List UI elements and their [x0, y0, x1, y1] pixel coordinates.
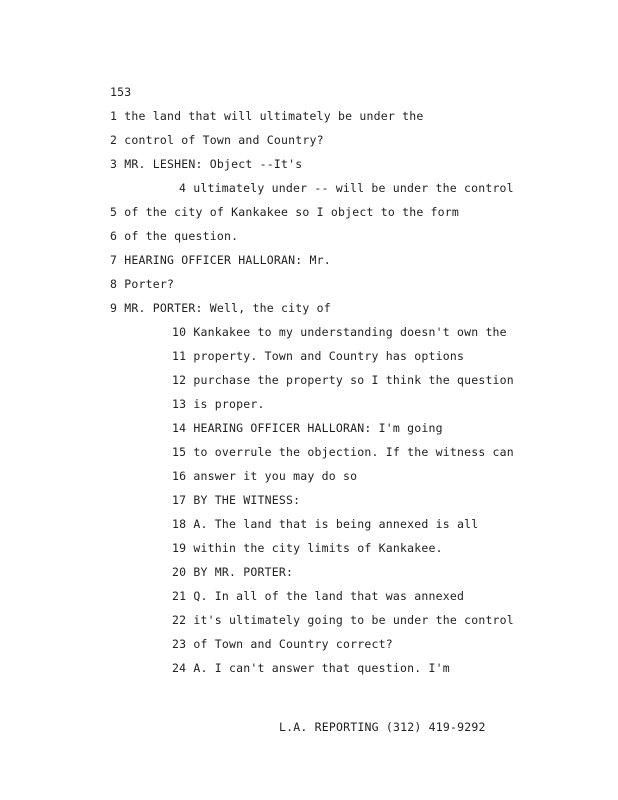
transcript-line: 13 is proper.	[172, 397, 265, 411]
transcript-line: 3 MR. LESHEN: Object --It's	[110, 157, 303, 171]
transcript-line: 12 purchase the property so I think the question	[172, 373, 514, 387]
transcript-line: 1 the land that will ultimately be under the	[110, 109, 424, 123]
transcript-line: 15 to overrule the objection. If the witness can	[172, 445, 514, 459]
transcript-line: 4 ultimately under -- will be under the control	[179, 181, 514, 195]
transcript-line: 14 HEARING OFFICER HALLORAN: I'm going	[172, 421, 443, 435]
transcript-line: 7 HEARING OFFICER HALLORAN: Mr.	[110, 253, 331, 267]
transcript-line: 17 BY THE WITNESS:	[172, 493, 301, 507]
transcript-line: 11 property. Town and Country has options	[172, 349, 465, 363]
page-footer: L.A. REPORTING (312) 419-9292	[279, 720, 486, 734]
transcript-line: 6 of the question.	[110, 229, 239, 243]
transcript-line: 21 Q. In all of the land that was annexed	[172, 589, 465, 603]
transcript-line: 9 MR. PORTER: Well, the city of	[110, 301, 331, 315]
transcript-line: 23 of Town and Country correct?	[172, 637, 393, 651]
transcript-line: 8 Porter?	[110, 277, 175, 291]
transcript-line: 20 BY MR. PORTER:	[172, 565, 294, 579]
page-number: 153	[110, 85, 132, 99]
transcript-line: 10 Kankakee to my understanding doesn't own the	[172, 325, 507, 339]
transcript-line: 5 of the city of Kankakee so I object to the form	[110, 205, 460, 219]
transcript-line: 24 A. I can't answer that question. I'm	[172, 661, 450, 675]
transcript-line: 2 control of Town and Country?	[110, 133, 324, 147]
transcript-line: 16 answer it you may do so	[172, 469, 358, 483]
transcript-line: 22 it's ultimately going to be under the control	[172, 613, 514, 627]
transcript-line: 19 within the city limits of Kankakee.	[172, 541, 443, 555]
transcript-line: 18 A. The land that is being annexed is all	[172, 517, 479, 531]
